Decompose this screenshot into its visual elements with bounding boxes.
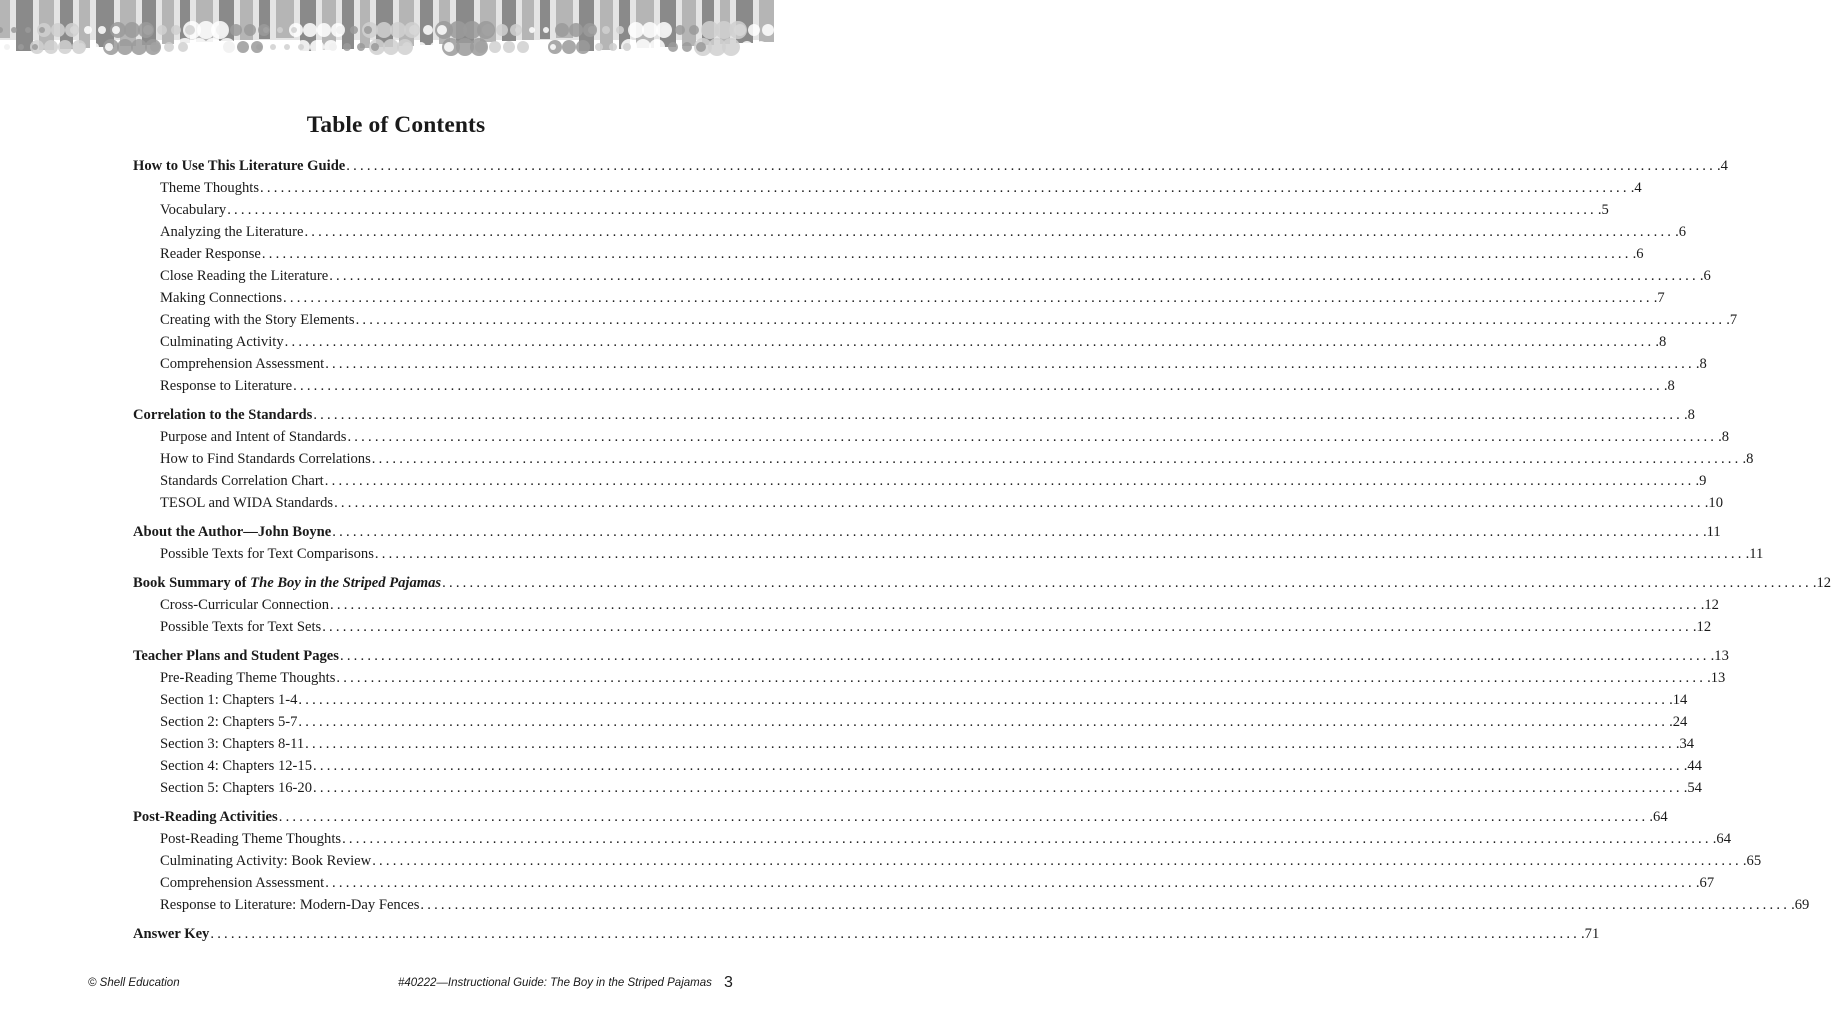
dot-leader: ........................................................................................................................................................................................................: [336, 670, 1707, 686]
dot-leader: ........................................................................................................................................................................................................: [347, 429, 1718, 445]
toc-entry-label: Culminating Activity: [160, 334, 284, 350]
toc-section: [133, 645, 1729, 799]
toc-entry-page: .65: [1742, 853, 1762, 869]
dot-leader: ........................................................................................................................................................................................................: [325, 356, 1695, 372]
toc-entry-page: .11: [1702, 524, 1721, 540]
toc-entry-page: .13: [1710, 648, 1729, 664]
dot-leader: ........................................................................................................................................................................................................: [313, 407, 1684, 423]
dot-leader: ........................................................................................................................................................................................................: [298, 692, 1669, 708]
page-title: Table of Contents: [306, 112, 486, 138]
toc-section: [133, 404, 1754, 514]
toc-subentry: [133, 777, 1702, 799]
toc-entry-page: .64: [1712, 831, 1731, 847]
decorative-striped-banner: [0, 0, 770, 78]
toc-subentry: [133, 426, 1730, 448]
toc-subentry: [133, 872, 1715, 894]
toc-entry-label: Comprehension Assessment: [160, 875, 325, 891]
dot-leader: ........................................................................................................................................................................................................: [304, 224, 1675, 240]
dot-leader: ........................................................................................................................................................................................................: [227, 202, 1597, 218]
toc-subentry: [133, 543, 1764, 565]
dot-leader: ........................................................................................................................................................................................................: [293, 378, 1663, 394]
toc-entry-page: .7: [1726, 312, 1738, 328]
toc-entry-page: .12: [1812, 575, 1831, 591]
toc-subentry: [133, 894, 1810, 916]
toc-subentry: [133, 353, 1707, 375]
toc-subentry: [133, 309, 1738, 331]
dot-leader: ........................................................................................................................................................................................................: [346, 158, 1716, 174]
toc-entry-label: Cross-Curricular Connection: [160, 597, 330, 613]
toc-subentry: [133, 711, 1688, 733]
dot-leader: ........................................................................................................................................................................................................: [313, 780, 1683, 796]
dot-leader: ........................................................................................................................................................................................................: [342, 831, 1712, 847]
toc-entry-page: .6: [1632, 246, 1644, 262]
toc-entry-label: Standards Correlation Chart: [160, 473, 324, 489]
toc-entry-label: Theme Thoughts: [160, 180, 260, 196]
toc-entry-page: .13: [1707, 670, 1726, 686]
toc-subentry: [133, 828, 1731, 850]
toc-entry-page: .24: [1669, 714, 1688, 730]
toc-entry-label: Answer Key: [133, 926, 210, 942]
toc-section: [133, 806, 1810, 916]
toc-section: [133, 572, 1831, 638]
dot-leader: ........................................................................................................................................................................................................: [260, 180, 1630, 196]
toc-entry-page: .11: [1745, 546, 1764, 562]
toc-entry-label: Response to Literature: [160, 378, 293, 394]
dot-leader: ........................................................................................................................................................................................................: [298, 714, 1669, 730]
toc-entry-book-title: The Boy in the Striped Pajamas: [250, 575, 442, 591]
toc-entry-page: .8: [1742, 451, 1754, 467]
toc-entry-page: .8: [1663, 378, 1675, 394]
toc-subentry: [133, 243, 1644, 265]
toc-subentry: [133, 616, 1712, 638]
dot-leader: ........................................................................................................................................................................................................: [313, 758, 1683, 774]
toc-section-heading: [133, 645, 1729, 667]
toc-entry-label: Pre-Reading Theme Thoughts: [160, 670, 336, 686]
toc-entry-page: .8: [1684, 407, 1695, 423]
toc-section-heading: [133, 923, 1600, 945]
toc-entry-label: Vocabulary: [160, 202, 227, 218]
toc-entry-label: Section 2: Chapters 5-7: [160, 714, 298, 730]
toc-entry-page: .69: [1791, 897, 1810, 913]
dot-leader: ........................................................................................................................................................................................................: [420, 897, 1791, 913]
toc-entry-label: Comprehension Assessment: [160, 356, 325, 372]
dot-leader: ........................................................................................................................................................................................................: [339, 648, 1710, 664]
toc-entry-page: .4: [1630, 180, 1642, 196]
footer-copyright: © Shell Education: [88, 977, 180, 989]
toc-entry-label: Section 4: Chapters 12-15: [160, 758, 312, 774]
toc-entry-page: .34: [1675, 736, 1695, 752]
toc-subentry: [133, 850, 1762, 872]
toc-entry-page: .6: [1675, 224, 1687, 240]
toc-entry-page: .12: [1700, 597, 1719, 613]
page-footer: [0, 974, 770, 996]
toc-subentry: [133, 667, 1726, 689]
toc-entry-label: [133, 572, 441, 594]
dot-leader: ........................................................................................................................................................................................................: [210, 926, 1581, 942]
toc-section-heading: [133, 155, 1728, 177]
toc-entry-page: .4: [1716, 158, 1728, 174]
toc-entry-label: Purpose and Intent of Standards: [160, 429, 347, 445]
dot-leader: ........................................................................................................................................................................................................: [284, 334, 1655, 350]
toc-entry-page: .71: [1581, 926, 1600, 942]
dot-leader: ........................................................................................................................................................................................................: [278, 809, 1649, 825]
dot-leader: ........................................................................................................................................................................................................: [322, 619, 1692, 635]
toc-entry-label: Post-Reading Theme Thoughts: [160, 831, 342, 847]
toc-subentry: [133, 177, 1642, 199]
toc-entry-label: Creating with the Story Elements: [160, 312, 355, 328]
toc-entry-page: .5: [1597, 202, 1609, 218]
dot-leader: ........................................................................................................................................................................................................: [329, 268, 1699, 284]
dot-leader: ........................................................................................................................................................................................................: [442, 575, 1812, 591]
toc-entry-label: Section 5: Chapters 16-20: [160, 780, 312, 796]
toc-entry-label: Reader Response: [160, 246, 261, 262]
toc-entry-page: .64: [1649, 809, 1668, 825]
dot-leader: ........................................................................................................................................................................................................: [355, 312, 1726, 328]
toc-section: [133, 521, 1764, 565]
toc-entry-label: TESOL and WIDA Standards: [160, 495, 334, 511]
dot-leader: ........................................................................................................................................................................................................: [334, 495, 1704, 511]
toc-subentry: [133, 331, 1667, 353]
toc-subentry: [133, 287, 1665, 309]
toc-section-heading: [133, 806, 1668, 828]
toc-entry-label: How to Find Standards Correlations: [160, 451, 371, 467]
toc-entry-page: .6: [1699, 268, 1711, 284]
toc-entry-label: How to Use This Literature Guide: [133, 158, 346, 174]
toc-subentry: [133, 470, 1707, 492]
toc-entry-label: Post-Reading Activities: [133, 809, 278, 825]
toc-entry-page: .44: [1683, 758, 1702, 774]
toc-section: [133, 155, 1738, 397]
toc-subentry: [133, 755, 1702, 777]
toc-subentry: [133, 199, 1609, 221]
toc-section-heading: [133, 404, 1695, 426]
page-number: 3: [724, 974, 733, 991]
toc-section: [133, 923, 1600, 945]
toc-entry-page: .9: [1695, 473, 1707, 489]
toc-entry-label: Section 1: Chapters 1-4: [160, 692, 298, 708]
toc-subentry: [133, 265, 1711, 287]
toc-subentry: [133, 221, 1687, 243]
toc-entry-page: .54: [1683, 780, 1702, 796]
dot-leader: ........................................................................................................................................................................................................: [332, 524, 1702, 540]
dot-leader: ........................................................................................................................................................................................................: [371, 451, 1742, 467]
toc-entry-label: Section 3: Chapters 8-11: [160, 736, 305, 752]
toc-entry-label: Correlation to the Standards: [133, 407, 313, 423]
dot-leader: ........................................................................................................................................................................................................: [325, 875, 1695, 891]
dot-leader: ........................................................................................................................................................................................................: [330, 597, 1700, 613]
dot-leader: ........................................................................................................................................................................................................: [372, 853, 1742, 869]
toc-entry-label: Response to Literature: Modern-Day Fences: [160, 897, 420, 913]
toc-subentry: [133, 733, 1695, 755]
toc-entry-label: Culminating Activity: Book Review: [160, 853, 372, 869]
dot-leader: ........................................................................................................................................................................................................: [283, 290, 1653, 306]
toc-entry-page: .12: [1692, 619, 1712, 635]
toc-entry-label: Possible Texts for Text Sets: [160, 619, 322, 635]
table-of-contents: [133, 155, 1831, 952]
dot-leader: ........................................................................................................................................................................................................: [261, 246, 1632, 262]
toc-entry-label: Possible Texts for Text Comparisons: [160, 546, 374, 562]
toc-subentry: [133, 689, 1688, 711]
toc-entry-label: Making Connections: [160, 290, 283, 306]
toc-entry-page: .67: [1695, 875, 1715, 891]
toc-subentry: [133, 594, 1719, 616]
toc-entry-page: .8: [1655, 334, 1667, 350]
dot-leader: ........................................................................................................................................................................................................: [374, 546, 1745, 562]
footer-product-title: #40222—Instructional Guide: The Boy in the Striped Pajamas: [398, 977, 712, 989]
toc-entry-page: .7: [1653, 290, 1665, 306]
toc-entry-page: .14: [1669, 692, 1688, 708]
toc-section-heading: [133, 521, 1721, 543]
toc-entry-label: Teacher Plans and Student Pages: [133, 648, 339, 664]
toc-subentry: [133, 492, 1724, 514]
toc-entry-label: Analyzing the Literature: [160, 224, 304, 240]
toc-subentry: [133, 375, 1675, 397]
toc-entry-label: About the Author—John Boyne: [133, 524, 332, 540]
toc-subentry: [133, 448, 1754, 470]
toc-entry-page: .10: [1704, 495, 1724, 511]
toc-entry-page: .8: [1695, 356, 1707, 372]
toc-entry-page: .8: [1718, 429, 1730, 445]
toc-entry-label: Close Reading the Literature: [160, 268, 329, 284]
toc-entry-label-prefix: Book Summary of: [133, 575, 251, 591]
dot-leader: ........................................................................................................................................................................................................: [324, 473, 1695, 489]
dot-leader: ........................................................................................................................................................................................................: [305, 736, 1675, 752]
toc-section-heading: [133, 572, 1831, 594]
